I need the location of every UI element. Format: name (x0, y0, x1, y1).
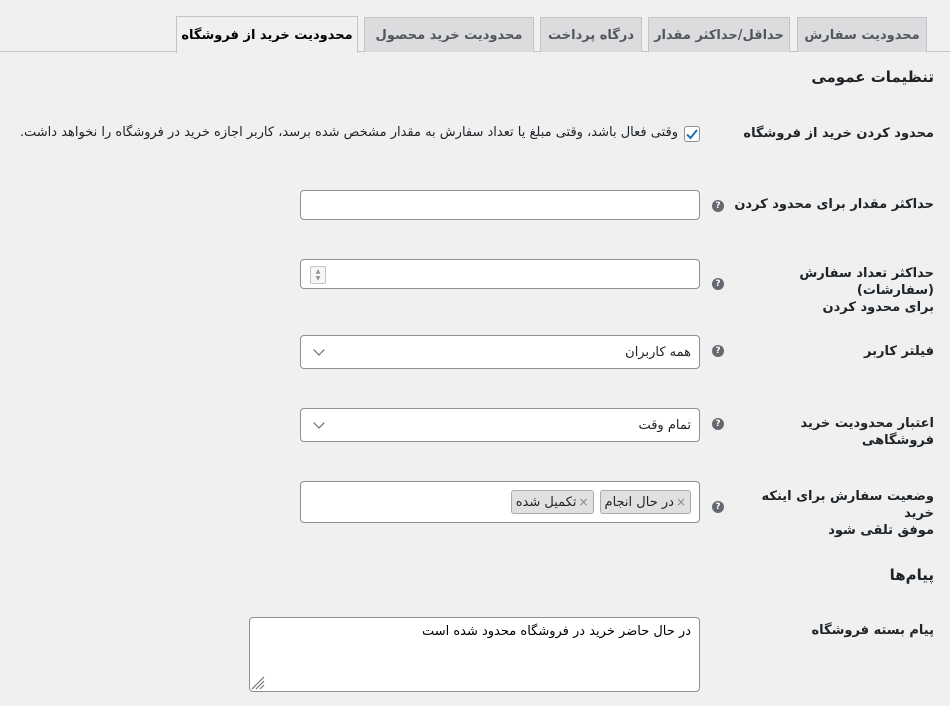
max-orders-label (734, 265, 934, 316)
limit-store-checkbox[interactable] (684, 126, 700, 142)
max-amount-input[interactable] (300, 190, 700, 220)
general-settings-heading: تنظیمات عمومی (811, 68, 934, 86)
remove-chip-icon[interactable]: × (675, 495, 686, 509)
tab-order-limit[interactable]: محدودیت سفارش (797, 17, 927, 52)
store-closed-message-textarea[interactable] (249, 617, 700, 692)
limit-store-description: وقتی فعال باشد، وقتی مبلغ یا تعداد سفارش به مقدار مشخص شده برسد، کاربر اجازه خرید در فروشگاه را نخواهد داشت. (19, 125, 678, 140)
tab-product-purchase-limit[interactable]: محدودیت خرید محصول (364, 17, 534, 52)
order-status-label-line1: وضعیت سفارش برای اینکه خرید (761, 489, 934, 521)
tab-payment-gateway[interactable]: درگاه پرداخت (540, 17, 642, 52)
help-icon[interactable]: ? (712, 278, 724, 290)
tab-store-purchase-limit[interactable]: محدودیت خرید از فروشگاه (176, 16, 358, 53)
help-icon[interactable]: ? (712, 345, 724, 357)
chevron-down-icon (313, 344, 324, 355)
user-filter-value: همه کاربران (625, 344, 691, 360)
help-icon[interactable]: ? (712, 418, 724, 430)
status-chip-label: تکمیل شده (515, 494, 577, 510)
max-orders-input[interactable] (300, 259, 700, 289)
checkmark-icon (685, 127, 699, 141)
status-chip (600, 490, 691, 514)
chevron-down-icon (313, 417, 324, 428)
stepper-down-icon[interactable]: ▼ (315, 275, 321, 282)
settings-tabs (0, 0, 950, 52)
resize-grip-icon[interactable] (251, 676, 265, 690)
max-amount-label: حداکثر مقدار برای محدود کردن (734, 197, 934, 212)
store-closed-label: پیام بسته فروشگاه (811, 623, 934, 638)
validity-select[interactable] (300, 408, 700, 442)
remove-chip-icon[interactable]: × (578, 495, 589, 509)
status-chip (511, 490, 594, 514)
help-icon[interactable]: ? (712, 200, 724, 212)
max-orders-label-line1: حداکثر تعداد سفارش (سفارشات) (799, 266, 934, 298)
number-stepper[interactable] (310, 266, 326, 284)
validity-label: اعتبار محدودیت خرید فروشگاهی (800, 416, 934, 448)
max-orders-label-line2: برای محدود کردن (822, 300, 934, 315)
tab-min-max-quantity[interactable]: حداقل/حداکثر مقدار (648, 17, 790, 52)
order-status-label (734, 488, 934, 539)
help-icon[interactable]: ? (712, 501, 724, 513)
limit-store-label: محدود کردن خرید از فروشگاه (743, 126, 934, 141)
order-status-multiselect[interactable] (300, 481, 700, 523)
user-filter-label: فیلتر کاربر (864, 344, 934, 359)
stepper-up-icon[interactable]: ▲ (315, 268, 321, 275)
messages-heading: پیام‌ها (889, 566, 934, 584)
order-status-label-line2: موفق تلقی شود (828, 523, 934, 538)
validity-value: تمام وقت (638, 417, 691, 433)
status-chip-label: در حال انجام (604, 494, 674, 510)
user-filter-select[interactable] (300, 335, 700, 369)
